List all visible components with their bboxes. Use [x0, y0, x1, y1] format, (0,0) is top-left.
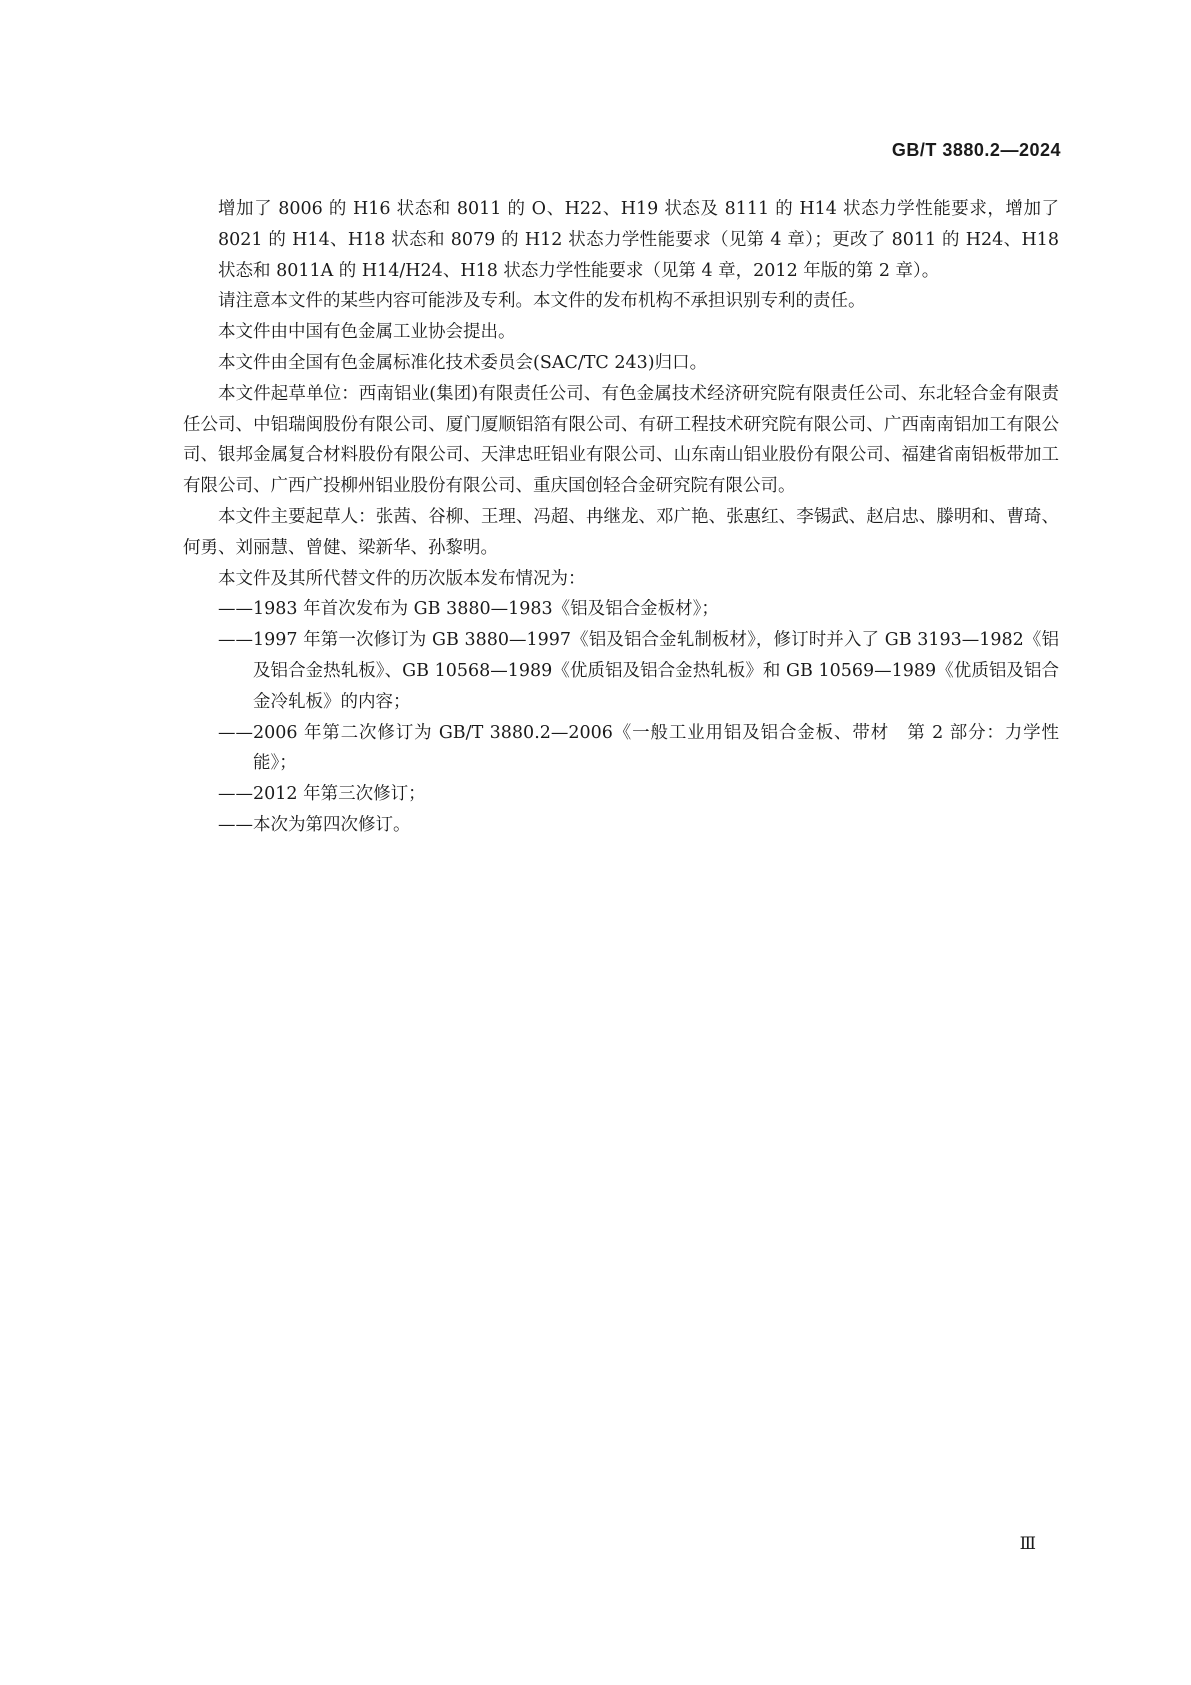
history-item — [218, 718, 1059, 780]
dash-marker: —— — [218, 814, 253, 835]
history-item — [218, 779, 1059, 810]
patent-notice: 请注意本文件的某些内容可能涉及专利。本文件的发布机构不承担识别专利的责任。 — [218, 291, 866, 312]
drafters: 本文件主要起草人：张茜、谷柳、王理、冯超、冉继龙、邓广艳、张惠红、李锡武、赵启忠、滕明和、曹琦、何勇、刘丽慧、曾健、梁新华、孙黎明。 — [183, 506, 1059, 558]
centralized-by: 本文件由全国有色金属标准化技术委员会(SAC/TC 243)归口。 — [218, 352, 708, 373]
dash-marker: —— — [218, 599, 253, 620]
document-code: GB/T 3880.2—2024 — [891, 140, 1061, 160]
drafting-units: 本文件起草单位：西南铝业(集团)有限责任公司、有色金属技术经济研究院有限责任公司、东北轻合金有限责任公司、中铝瑞闽股份有限公司、厦门厦顺铝箔有限公司、有研工程技术研究院有限公司、广西南南铝加工有限公司、银邦金属复合材料股份有限公司、天津忠旺铝业有限公司、山东南山铝业股份有限公司、福建省南铝板带加工有限公司、广西广投柳州铝业股份有限公司、重庆国创轻合金研究院有限公司。 — [183, 383, 1059, 497]
history-item-text: 本次为第四次修订。 — [253, 814, 411, 835]
dash-marker: —— — [218, 630, 253, 651]
dash-marker: —— — [218, 784, 253, 805]
change-item-continuation: 增加了 8006 的 H16 状态和 8011 的 O、H22、H19 状态及 8111 的 H14 状态力学性能要求，增加了 8021 的 H14、H18 状态和 8079 的 H12 状态力学性能要求（见第 4 章）；更改了 8011 的 H24、H18 状态和 8011A 的 H14/H24、H18 状态力学性能要求（见第 4 章，2012 年版的第 2 章）。 — [218, 199, 1059, 281]
history-item-text: 2006 年第二次修订为 GB/T 3880.2—2006《一般工业用铝及铝合金板、带材 第 2 部分：力学性能》； — [253, 722, 1059, 774]
history-item-text: 1997 年第一次修订为 GB 3880—1997《铝及铝合金轧制板材》，修订时并入了 GB 3193—1982《铝及铝合金热轧板》、GB 10568—1989《优质铝及铝合金热轧板》和 GB 10569—1989《优质铝及铝合金冷轧板》的内容； — [253, 630, 1059, 712]
dash-marker: —— — [218, 722, 253, 743]
history-item — [218, 810, 1059, 841]
history-item — [218, 625, 1059, 717]
page-number: Ⅲ — [1019, 1534, 1036, 1554]
history-item — [218, 594, 1059, 625]
history-item-text: 1983 年首次发布为 GB 3880—1983《铝及铝合金板材》； — [253, 599, 719, 620]
proposed-by: 本文件由中国有色金属工业协会提出。 — [218, 322, 516, 343]
history-item-text: 2012 年第三次修订； — [253, 784, 426, 805]
history-intro: 本文件及其所代替文件的历次版本发布情况为： — [218, 568, 586, 589]
foreword-body — [183, 194, 1059, 841]
